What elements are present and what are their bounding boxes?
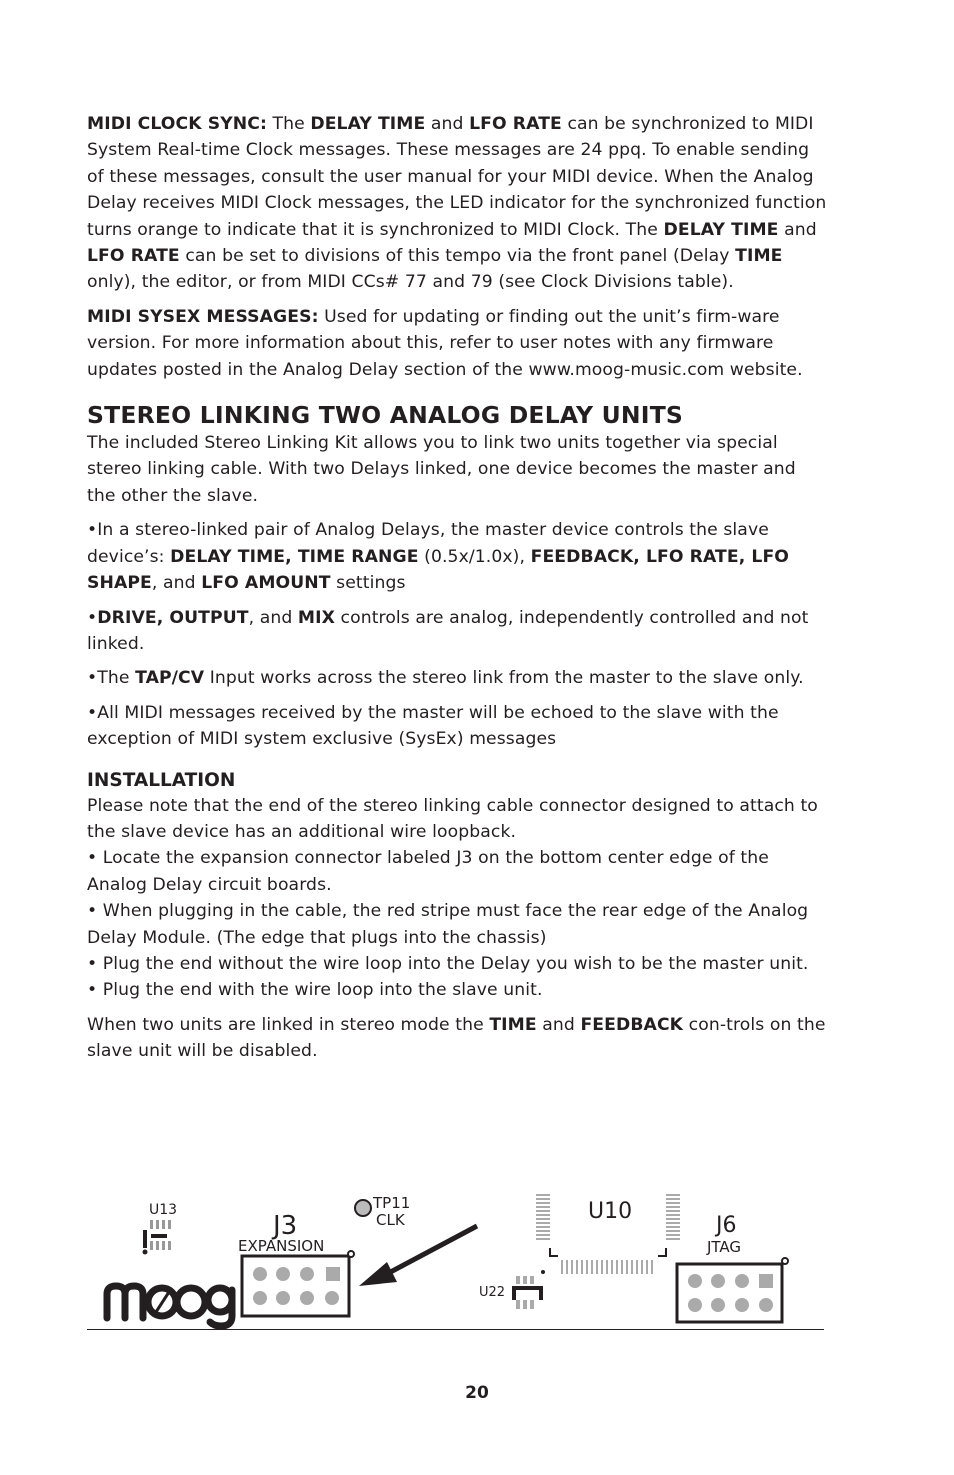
u13-label: U13 [149, 1202, 178, 1218]
j3-expansion-connector [242, 1251, 354, 1316]
arrow-icon [359, 1226, 477, 1286]
clk-label: CLK [376, 1211, 405, 1229]
u10-label: U10 [588, 1199, 633, 1224]
footer-rule [87, 1329, 824, 1330]
installation-closing-paragraph: When two units are linked in stereo mode the TIME and FEEDBACK con-trols on the slave unit will be disabled. [87, 1014, 826, 1062]
stereo-bullet-tapcv: •The TAP/CV Input works across the stereo link from the master to the slave only. [87, 668, 804, 689]
stereo-bullet-controls: •In a stereo-linked pair of Analog Delays, the master device controls the slave device’s: DELAY TIME, TIME RANGE (0.5x/1.0x), FEEDBACK, LFO RATE, LFO SHAPE, and LFO AMOUNT settings [87, 520, 790, 594]
u13-chip-icon [143, 1220, 172, 1255]
page-number: 20 [465, 1383, 489, 1403]
midi-clock-sync-paragraph: MIDI CLOCK SYNC: The DELAY TIME and LFO RATE can be synchronized to MIDI System Real-time Clock messages. These messages are 24 ppq. To enable sending of these messages, consult the user manual for your MIDI device. When the Analog Delay receives MIDI Clock messages, the LED indicator for the synchronized function turns orange to indicate that it is synchronized to MIDI Clock. The DELAY TIME and LFO RATE can be set to divisions of this tempo via the front panel (Delay TIME only), the editor, or from MIDI CCs# 77 and 79 (see Clock Divisions table). [87, 114, 827, 293]
stereo-linking-heading: STEREO LINKING TWO ANALOG DELAY UNITS [87, 401, 684, 430]
tp11-label: TP11 [373, 1194, 411, 1212]
midi-sysex-label: MIDI SYSEX MESSAGES: [87, 306, 319, 327]
installation-line: • Locate the expansion connector labeled J3 on the bottom center edge of the Analog Delay circuit boards. [87, 848, 769, 895]
midi-clock-sync-label: MIDI CLOCK SYNC: [87, 114, 267, 134]
stereo-bullet-midi: •All MIDI messages received by the master will be echoed to the slave with the exception of MIDI system exclusive (SysEx) messages [87, 702, 779, 750]
j6-label: J6 [716, 1213, 737, 1238]
circuit-board-diagram [87, 1186, 827, 1332]
expansion-label: EXPANSION [238, 1237, 325, 1255]
midi-sysex-paragraph: MIDI SYSEX MESSAGES: Used for updating or finding out the unit’s firm-ware version. For more information about this, refer to user notes with any firmware updates posted in the Analog Delay section of the www.moog-music.com website. [87, 306, 803, 380]
u22-chip-icon [512, 1270, 545, 1309]
stereo-bullet-analog: •DRIVE, OUTPUT, and MIX controls are analog, independently controlled and not linked. [87, 607, 809, 654]
installation-heading: INSTALLATION [87, 769, 236, 791]
u22-label: U22 [479, 1285, 506, 1300]
installation-line: • Plug the end without the wire loop into the Delay you wish to be the master unit. [87, 953, 809, 974]
tp11-test-point-icon [355, 1200, 371, 1216]
installation-line: • Plug the end with the wire loop into the slave unit. [87, 980, 543, 1001]
j3-label: J3 [273, 1211, 298, 1241]
j6-jtag-connector [677, 1258, 788, 1322]
page-content [87, 111, 827, 1065]
moog-logo [107, 1286, 232, 1326]
stereo-intro-paragraph: The included Stereo Linking Kit allows you to link two units together via special stereo linking cable. With two Delays linked, one device becomes the master and the other the slave. [87, 433, 796, 506]
jtag-label: JTAG [707, 1238, 742, 1256]
installation-line: Please note that the end of the stereo linking cable connector designed to attach to the slave device has an additional wire loopback. [87, 795, 818, 842]
installation-line: • When plugging in the cable, the red stripe must face the rear edge of the Analog Delay Module. (The edge that plugs into the chassis) [87, 901, 809, 948]
